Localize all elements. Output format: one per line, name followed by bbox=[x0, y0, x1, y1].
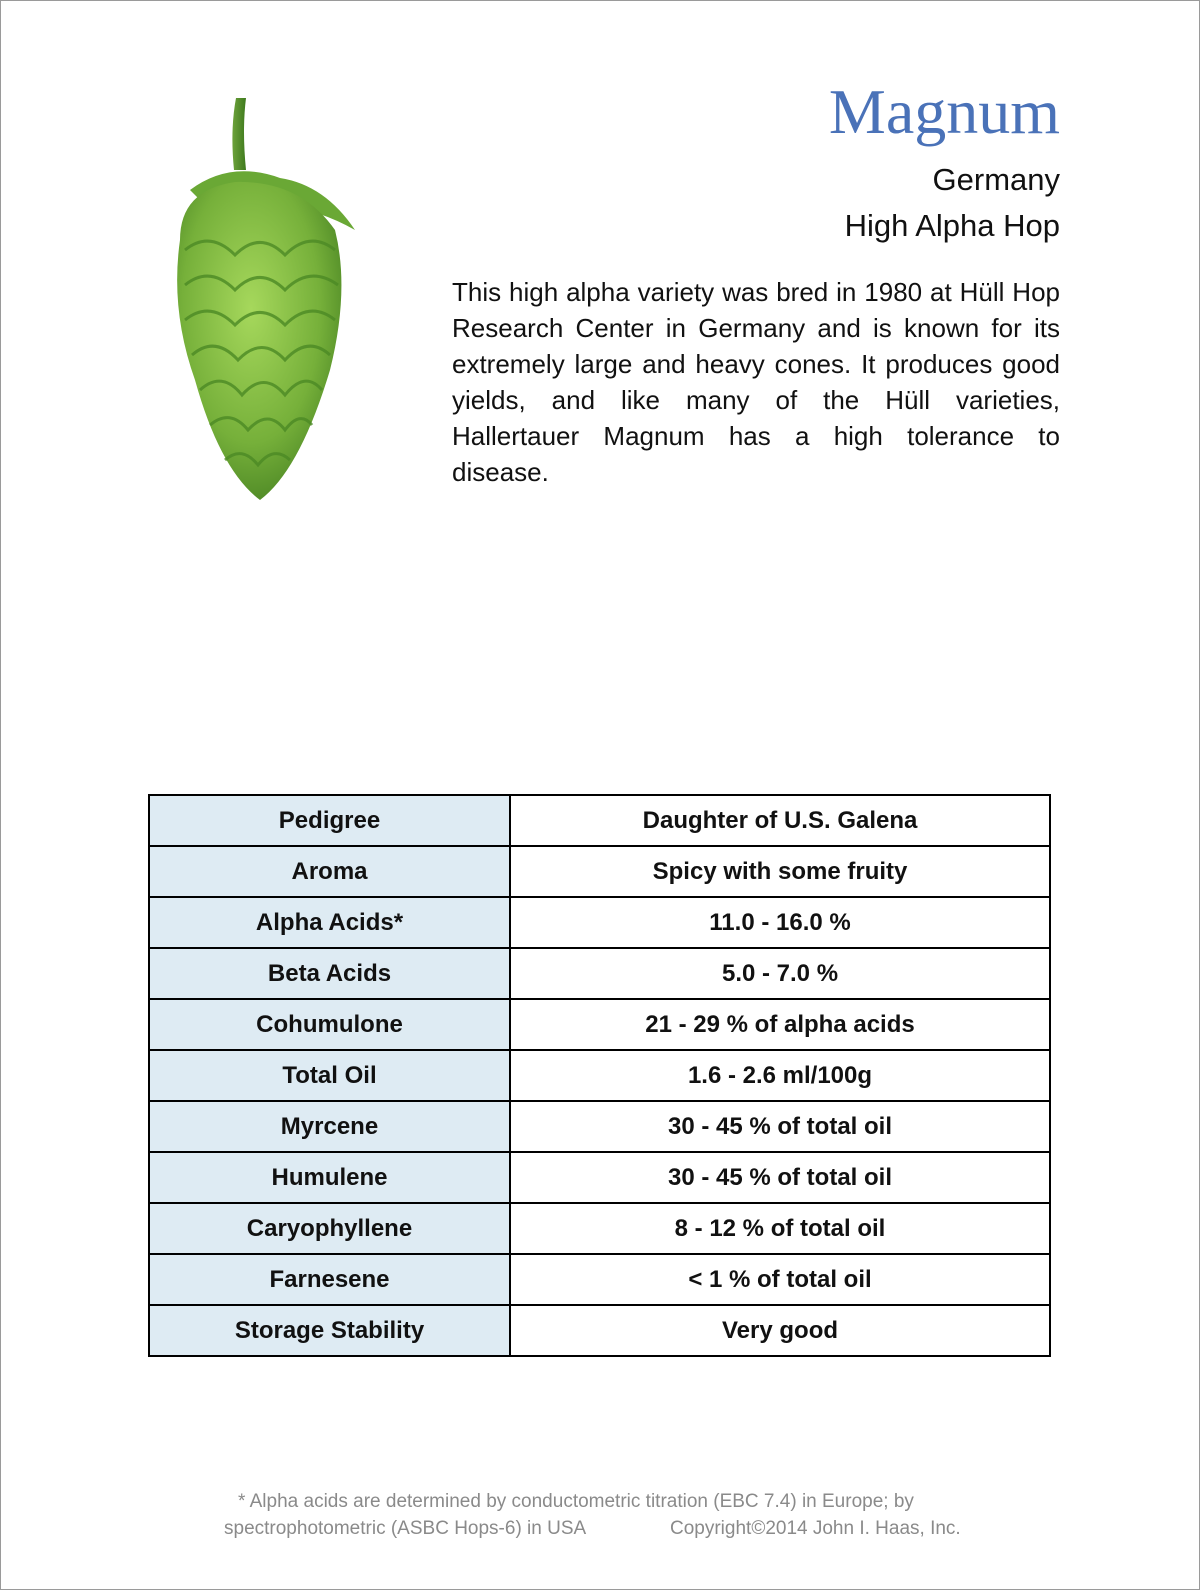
spec-value: 5.0 - 7.0 % bbox=[510, 948, 1050, 999]
spec-label: Total Oil bbox=[149, 1050, 510, 1101]
specs-table bbox=[148, 794, 1051, 1357]
table-row bbox=[149, 1203, 1050, 1254]
spec-label: Aroma bbox=[149, 846, 510, 897]
footnote-line-2: spectrophotometric (ASBC Hops-6) in USA bbox=[224, 1518, 587, 1539]
spec-label: Alpha Acids* bbox=[149, 897, 510, 948]
table-row bbox=[149, 1152, 1050, 1203]
spec-value: Spicy with some fruity bbox=[510, 846, 1050, 897]
page-title: Magnum bbox=[828, 76, 1060, 147]
hop-cone-icon bbox=[150, 90, 380, 510]
spec-label: Storage Stability bbox=[149, 1305, 510, 1356]
spec-label: Myrcene bbox=[149, 1101, 510, 1152]
spec-label: Pedigree bbox=[149, 795, 510, 846]
spec-value: Very good bbox=[510, 1305, 1050, 1356]
spec-value: < 1 % of total oil bbox=[510, 1254, 1050, 1305]
spec-value: 21 - 29 % of alpha acids bbox=[510, 999, 1050, 1050]
table-row bbox=[149, 795, 1050, 846]
table-row bbox=[149, 897, 1050, 948]
spec-value: Daughter of U.S. Galena bbox=[510, 795, 1050, 846]
table-row bbox=[149, 948, 1050, 999]
spec-value: 1.6 - 2.6 ml/100g bbox=[510, 1050, 1050, 1101]
table-row bbox=[149, 1254, 1050, 1305]
origin-label: Germany bbox=[932, 162, 1060, 197]
table-row bbox=[149, 1101, 1050, 1152]
variety-description: This high alpha variety was bred in 1980 at Hüll Hop Research Center in Germany and is known for its extremely large and heavy cones. It produces good yields, and like many of the Hüll varieties, Hallertauer Magnum has a high tolerance to disease. bbox=[452, 277, 1060, 487]
spec-value: 11.0 - 16.0 % bbox=[510, 897, 1050, 948]
spec-label: Beta Acids bbox=[149, 948, 510, 999]
copyright-notice: Copyright©2014 John I. Haas, Inc. bbox=[670, 1518, 961, 1539]
table-row bbox=[149, 846, 1050, 897]
table-row bbox=[149, 999, 1050, 1050]
footnote-line-1: * Alpha acids are determined by conductometric titration (EBC 7.4) in Europe; by bbox=[238, 1491, 914, 1512]
category-label: High Alpha Hop bbox=[844, 208, 1060, 243]
spec-label: Humulene bbox=[149, 1152, 510, 1203]
spec-label: Cohumulone bbox=[149, 999, 510, 1050]
spec-value: 30 - 45 % of total oil bbox=[510, 1101, 1050, 1152]
table-row bbox=[149, 1305, 1050, 1356]
spec-label: Farnesene bbox=[149, 1254, 510, 1305]
spec-label: Caryophyllene bbox=[149, 1203, 510, 1254]
table-row bbox=[149, 1050, 1050, 1101]
spec-value: 8 - 12 % of total oil bbox=[510, 1203, 1050, 1254]
spec-value: 30 - 45 % of total oil bbox=[510, 1152, 1050, 1203]
